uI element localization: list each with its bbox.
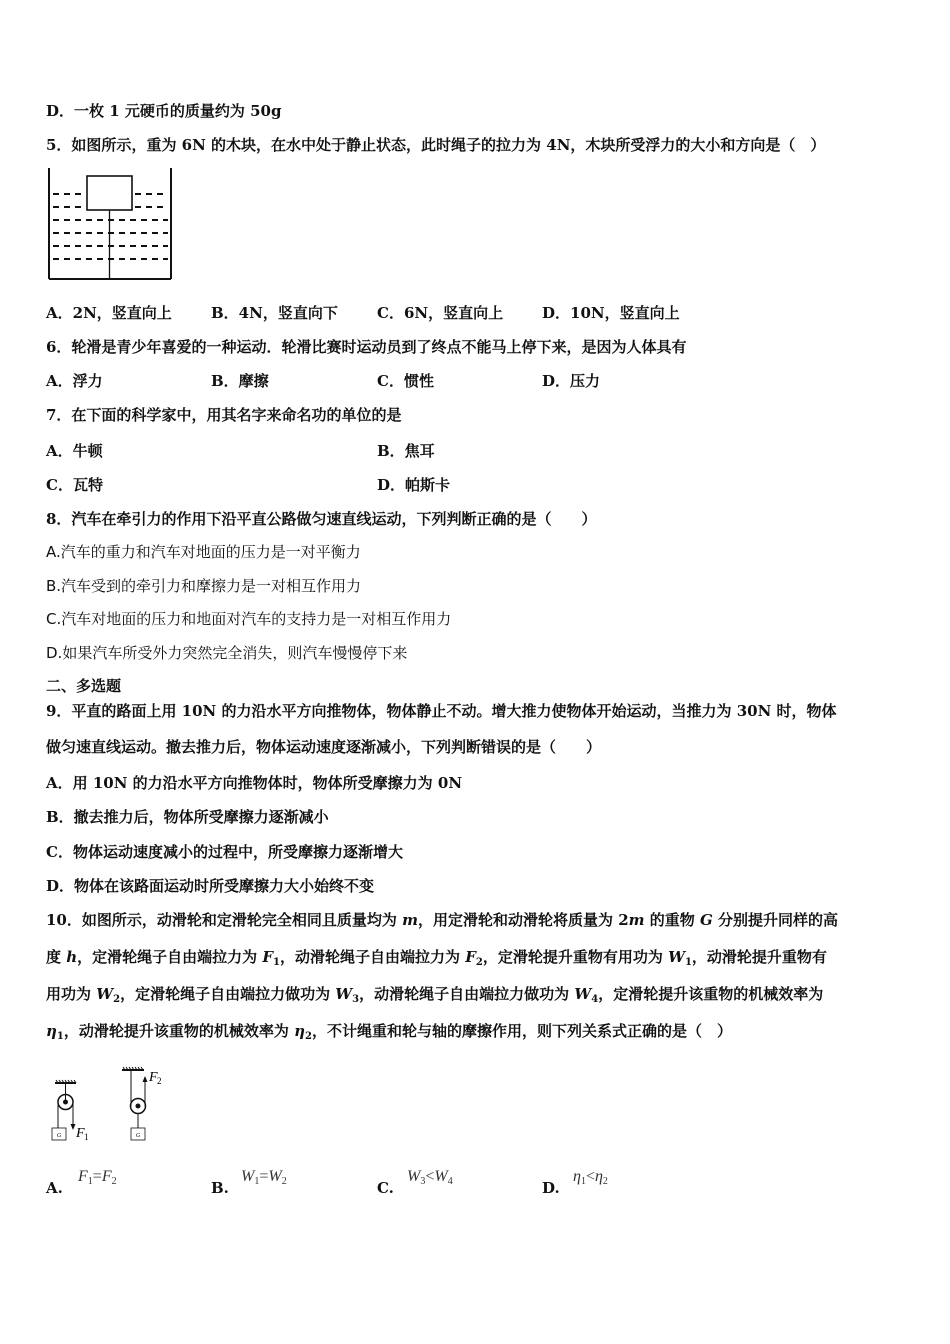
q10-option-b-label: B. xyxy=(211,1179,229,1197)
q10-option-a-formula: $F_1=F_2$ xyxy=(78,1168,117,1187)
q9-stem-line1: 9．平直的路面上用 10N 的力沿水平方向推物体，物体静止不动。增大推力使物体开始运动，当推力为 30N 时，物体 xyxy=(46,702,837,720)
fig-F1-sub: 1 xyxy=(84,1132,89,1142)
fig-G-label-2: G xyxy=(135,1133,141,1139)
q9-option-c: C．物体运动速度减小的过程中，所受摩擦力逐渐增大 xyxy=(46,843,403,861)
q7-option-c: C．瓦特 xyxy=(46,476,103,494)
q6-option-a: A．浮力 xyxy=(46,372,103,390)
q8-option-b: B.汽车受到的牵引力和摩擦力是一对相互作用力 xyxy=(46,577,362,595)
q10-option-a-label: A. xyxy=(46,1179,63,1197)
fig-F1-label: F xyxy=(76,1126,85,1141)
q5-option-d: D．10N，竖直向上 xyxy=(542,304,680,322)
q5-option-b: B．4N，竖直向下 xyxy=(211,304,338,322)
q5-stem: 5．如图所示，重为 6N 的木块，在水中处于静止状态，此时绳子的拉力为 4N，木块所受浮力的大小和方向是（ ） xyxy=(46,136,826,154)
fig-G-label-1: G xyxy=(56,1133,62,1139)
section-heading: 二、多选题 xyxy=(46,677,122,695)
fig-F2-label: F xyxy=(149,1070,158,1085)
fig-F2-sub: 2 xyxy=(157,1076,162,1086)
q8-option-c: C.汽车对地面的压力和地面对汽车的支持力是一对相互作用力 xyxy=(46,610,452,628)
q4-option-d: D．一枚 1 元硬币的质量约为 50g xyxy=(46,102,282,120)
q8-stem: 8．汽车在牵引力的作用下沿平直公路做匀速直线运动，下列判断正确的是（ ） xyxy=(46,510,597,528)
q9-option-d: D．物体在该路面运动时所受摩擦力大小始终不变 xyxy=(46,877,375,895)
q7-option-b: B．焦耳 xyxy=(377,442,435,460)
q5-option-c: C．6N，竖直向上 xyxy=(377,304,504,322)
q5-beaker-figure xyxy=(46,166,176,282)
q10-pulley-figure xyxy=(46,1064,196,1146)
q10-stem-line2: 度 h，定滑轮绳子自由端拉力为 $F_1$，动滑轮绳子自由端拉力为 $F_2$，定滑轮提升重物有用功为 $W_1$，动滑轮提升重物有 xyxy=(46,948,827,968)
q9-option-b: B．撤去推力后，物体所受摩擦力逐渐减小 xyxy=(46,808,329,826)
q7-stem: 7．在下面的科学家中，用其名字来命名功的单位的是 xyxy=(46,406,402,424)
q9-option-a: A．用 10N 的力沿水平方向推物体时，物体所受摩擦力为 0N xyxy=(46,774,463,792)
q8-option-d: D.如果汽车所受外力突然完全消失，则汽车慢慢停下来 xyxy=(46,644,408,662)
q8-option-a: A.汽车的重力和汽车对地面的压力是一对平衡力 xyxy=(46,543,361,561)
q7-option-a: A．牛顿 xyxy=(46,442,103,460)
q10-option-d-label: D. xyxy=(542,1179,560,1197)
q10-option-c-formula: $W_3<W_4$ xyxy=(407,1168,453,1187)
q10-option-c-label: C. xyxy=(377,1179,394,1197)
q10-stem-line1: 10．如图所示，动滑轮和定滑轮完全相同且质量均为 m，用定滑轮和动滑轮将质量为 2m 的重物 G 分别提升同样的高 xyxy=(46,911,839,929)
q9-stem-line2: 做匀速直线运动。撤去推力后，物体运动速度逐渐减小，下列判断错误的是（ ） xyxy=(46,738,602,756)
q10-stem-line3: 用功为 $W_2$，定滑轮绳子自由端拉力做功为 $W_3$，动滑轮绳子自由端拉力做功为 $W_4$，定滑轮提升该重物的机械效率为 xyxy=(46,985,824,1005)
q6-stem: 6．轮滑是青少年喜爱的一种运动．轮滑比赛时运动员到了终点不能马上停下来，是因为人体具有 xyxy=(46,338,687,356)
q6-option-d: D．压力 xyxy=(542,372,601,390)
q5-option-a: A．2N，竖直向上 xyxy=(46,304,172,322)
q6-option-b: B．摩擦 xyxy=(211,372,269,390)
q6-option-c: C．惯性 xyxy=(377,372,434,390)
q10-stem-line4: $\eta_1$，动滑轮提升该重物的机械效率为 $\eta_2$，不计绳重和轮与轴的摩擦作用，则下列关系式正确的是（ ） xyxy=(46,1022,732,1042)
q7-option-d: D．帕斯卡 xyxy=(377,476,451,494)
q10-option-b-formula: $W_1=W_2$ xyxy=(241,1168,287,1187)
q10-option-d-formula: $\eta_1<\eta_2$ xyxy=(573,1168,608,1187)
